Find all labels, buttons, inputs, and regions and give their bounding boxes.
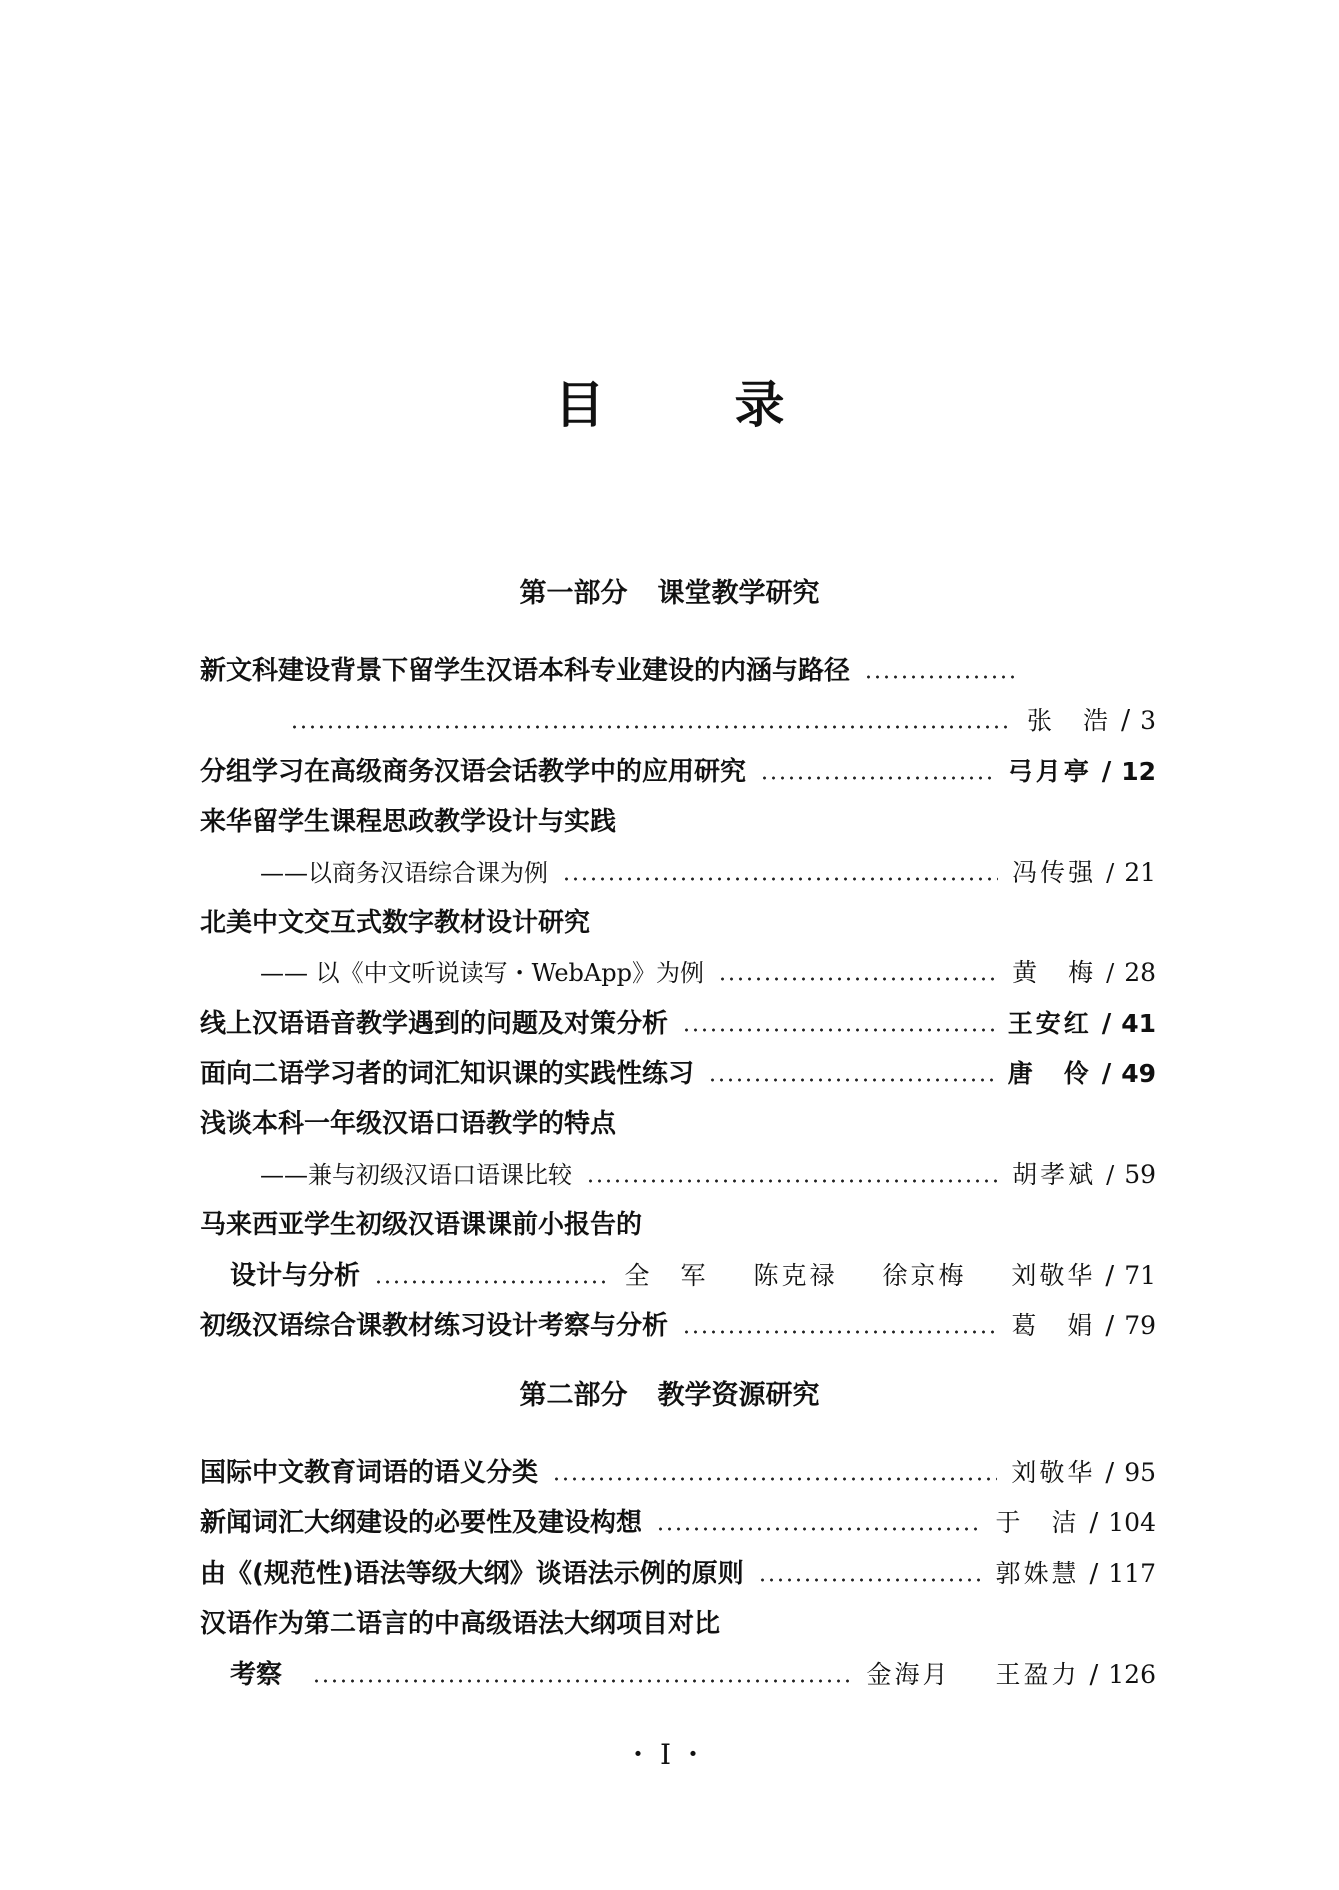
dot-leader: [758, 1578, 982, 1582]
page-separator: /: [1106, 859, 1115, 887]
section-name: 教学资源研究: [657, 1380, 820, 1411]
entry-author: 黄 梅: [1012, 958, 1097, 987]
entry-subtitle: ——以商务汉语综合课为例: [260, 859, 548, 887]
page-number: ・Ⅰ・: [623, 1738, 716, 1771]
dot-leader: [290, 725, 1013, 729]
section-heading-2: [0, 1378, 1339, 1414]
section-part-label: 第一部分: [519, 578, 628, 609]
entry-author: 郭姝慧: [995, 1559, 1080, 1588]
entry-page: 95: [1124, 1458, 1156, 1487]
dot-leader: [374, 1280, 610, 1284]
entry-author: 刘敬华: [1011, 1458, 1096, 1487]
page-separator: /: [1089, 1660, 1099, 1690]
dot-leader: [864, 675, 1014, 679]
dot-leader: [312, 1679, 853, 1683]
entry-page: 126: [1108, 1660, 1156, 1689]
entry-authors: 金海月 王盈力: [866, 1660, 1080, 1689]
entry-page: 21: [1124, 858, 1156, 887]
page-separator: /: [1089, 1508, 1099, 1538]
dot-leader: [562, 877, 998, 881]
entry-author: 胡孝斌: [1012, 1160, 1097, 1189]
page-separator: /: [1105, 1311, 1115, 1341]
entry-author: 于 洁: [995, 1508, 1080, 1537]
dot-leader: [656, 1527, 981, 1531]
page-separator: /: [1089, 1559, 1099, 1589]
toc-entry-13[interactable]: [200, 1604, 1156, 1644]
entry-page: 79: [1124, 1311, 1156, 1340]
dot-leader: [682, 1028, 994, 1032]
entry-author: 张 浩: [1026, 706, 1111, 735]
entry-page: 28: [1124, 958, 1156, 987]
toc-entry-6[interactable]: [200, 1054, 1156, 1094]
toc-entry-1[interactable]: [200, 651, 1156, 691]
entry-author: 唐 伶: [1007, 1059, 1092, 1088]
toc-entry-13-cont[interactable]: [230, 1655, 1156, 1695]
entry-continuation: 设计与分析: [230, 1261, 361, 1291]
toc-entry-4-sub[interactable]: [260, 953, 1156, 993]
entry-page: 71: [1124, 1261, 1156, 1290]
page-separator: /: [1101, 1059, 1112, 1089]
entry-page: 12: [1121, 757, 1156, 786]
entry-author: 冯传强: [1012, 858, 1097, 887]
entry-page: 104: [1108, 1508, 1156, 1537]
entry-continuation: 考察: [230, 1660, 283, 1690]
entry-title: 分组学习在高级商务汉语会话教学中的应用研究: [200, 757, 747, 787]
toc-entry-4[interactable]: [200, 903, 1156, 943]
dot-leader: [760, 776, 994, 780]
page-separator: /: [1101, 1009, 1112, 1039]
page-separator: /: [1101, 757, 1112, 787]
entry-page: 59: [1124, 1160, 1156, 1189]
toc-entry-7-sub[interactable]: [260, 1155, 1156, 1195]
page-separator: /: [1120, 705, 1131, 736]
entry-author: 王安红: [1007, 1009, 1092, 1038]
toc-entry-8-cont[interactable]: [230, 1256, 1156, 1296]
toc-entry-1-cont[interactable]: [290, 701, 1156, 741]
dot-leader: [708, 1078, 994, 1082]
dot-leader: [682, 1330, 997, 1334]
entry-page: 3: [1140, 706, 1156, 735]
dot-leader: [586, 1179, 998, 1183]
page-separator: /: [1105, 1261, 1115, 1291]
entry-title: 国际中文教育词语的语义分类: [200, 1458, 539, 1488]
entry-title: 浅谈本科一年级汉语口语教学的特点: [200, 1109, 617, 1139]
page-separator: /: [1105, 1458, 1115, 1488]
entry-subtitle: —— 以《中文听说读写・WebApp》为例: [260, 959, 704, 987]
dot-leader: [552, 1477, 997, 1481]
toc-entry-5[interactable]: [200, 1004, 1156, 1044]
entry-author: 葛 娟: [1011, 1311, 1096, 1340]
entry-page: 49: [1121, 1059, 1156, 1088]
section-heading-1: [0, 576, 1339, 612]
entry-title: 汉语作为第二语言的中高级语法大纲项目对比: [200, 1609, 721, 1639]
entry-author: 弓月亭: [1007, 757, 1092, 786]
toc-entry-10[interactable]: [200, 1453, 1156, 1493]
section-name: 课堂教学研究: [657, 578, 820, 609]
entry-title: 面向二语学习者的词汇知识课的实践性练习: [200, 1059, 695, 1089]
toc-entry-2[interactable]: [200, 752, 1156, 792]
entry-title: 北美中文交互式数字教材设计研究: [200, 908, 591, 938]
toc-entry-3[interactable]: [200, 802, 1156, 842]
section-part-label: 第二部分: [519, 1380, 628, 1411]
toc-entry-9[interactable]: [200, 1306, 1156, 1346]
dot-leader: [718, 977, 998, 981]
entry-title: 线上汉语语音教学遇到的问题及对策分析: [200, 1009, 669, 1039]
toc-entry-8[interactable]: [200, 1205, 1156, 1245]
toc-entry-3-sub[interactable]: [260, 853, 1156, 893]
entry-page: 41: [1121, 1009, 1156, 1038]
entry-title: 由《(规范性)语法等级大纲》谈语法示例的原则: [200, 1559, 744, 1589]
entry-title: 新闻词汇大纲建设的必要性及建设构想: [200, 1508, 643, 1538]
page-title: 目 录: [554, 375, 825, 434]
toc-entry-12[interactable]: [200, 1554, 1156, 1594]
entry-title: 来华留学生课程思政教学设计与实践: [200, 807, 617, 837]
entry-page: 117: [1108, 1559, 1156, 1588]
page-separator: /: [1106, 1161, 1115, 1189]
entry-subtitle: ——兼与初级汉语口语课比较: [260, 1161, 572, 1189]
page-separator: /: [1106, 959, 1115, 987]
toc-entry-7[interactable]: [200, 1104, 1156, 1144]
entry-authors: 全 军 陈克禄 徐京梅 刘敬华: [624, 1261, 1096, 1290]
toc-entry-11[interactable]: [200, 1503, 1156, 1543]
entry-title: 新文科建设背景下留学生汉语本科专业建设的内涵与路径: [200, 656, 851, 686]
entry-title: 初级汉语综合课教材练习设计考察与分析: [200, 1311, 669, 1341]
entry-title: 马来西亚学生初级汉语课课前小报告的: [200, 1210, 643, 1240]
